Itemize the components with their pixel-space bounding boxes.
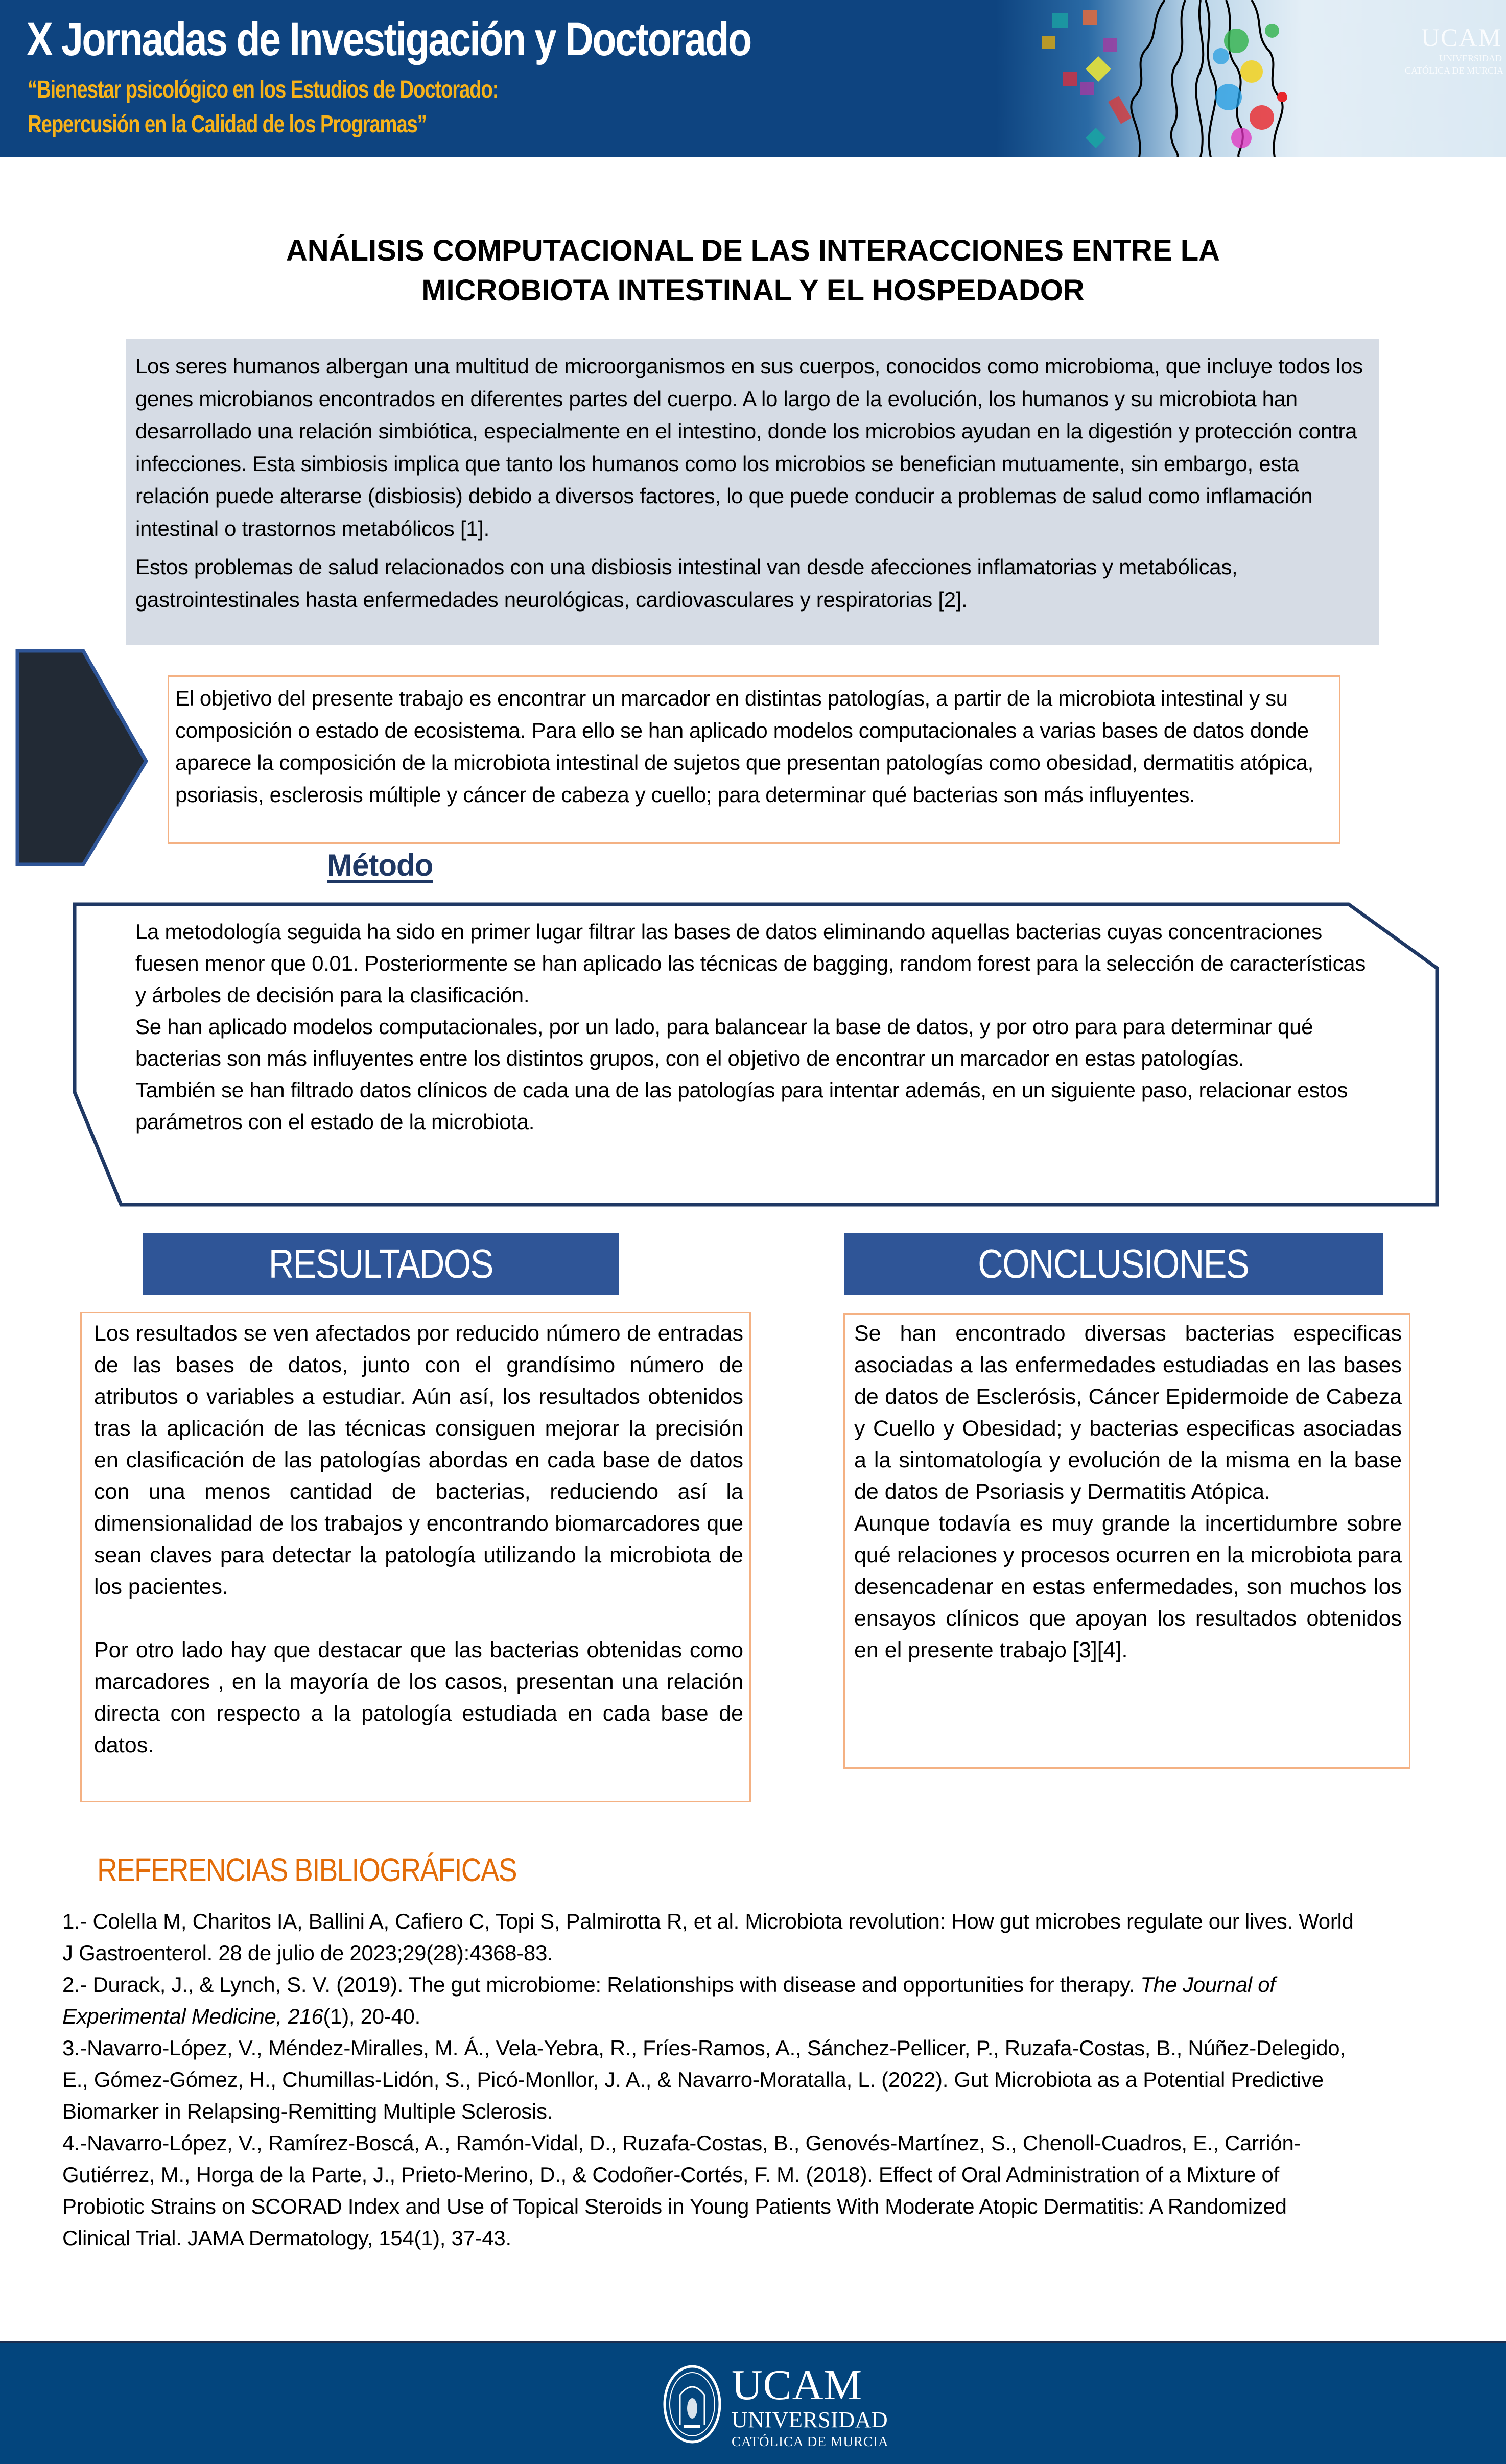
method-paragraph-1: La metodología seguida ha sido en primer lugar filtrar las bases de datos eliminando aquellas bacterias cuyas concentraciones fuesen menor que 0.01. Posteriormente se han aplicado las técnicas de bagging, random forest para la selección de características y árboles de decisión para la clasificación. [135,920,1366,1007]
reference-item: 1.- Colella M, Charitos IA, Ballini A, Cafiero C, Topi S, Palmirotta R, et al. Microbiota revolution: How gut microbes regulate our lives. World J Gastroenterol. 28 de julio de 2023;29(28):4368-83. [62,1909,1354,1965]
method-heading: Método [327,848,433,882]
pentagon-arrow-icon [14,648,152,867]
intro-paragraph-1: Los seres humanos albergan una multitud de microorganismos en sus cuerpos, conocidos como microbioma, que incluye todos los genes microbianos encontrados en diferentes partes del cuerpo. A lo largo de la evolución, los humanos y su microbiota han desarrollado una relación simbiótica, especialmente en el intestino, donde los microbios ayudan en la digestión y protección contra infecciones. Esta simbiosis implica que tanto los humanos como los microbios se benefician mutuamente, sin embargo, esta relación puede alterarse (disbiosis) debido a diversos factores, lo que puede conducir a problemas de salud como inflamación intestinal o trastornos metabólicos [1]. [135,354,1363,541]
reference-item: 3.-Navarro-López, V., Méndez-Miralles, M. Á., Vela-Yebra, R., Fríes-Ramos, A., Sánchez-Pellicer, P., Ruzafa-Costas, B., Núñez-Delegido, E., Gómez-Gómez, H., Chumillas-Lidón, S., Picó-Monllor, J. A., & Navarro-Moratalla, L. (2022). Gut Microbiota as a Potential Predictive Biomarker in Relapsing-Remitting Multiple Sclerosis. [62,2036,1346,2123]
conclusions-paragraph-1: Se han encontrado diversas bacterias especificas asociadas a las enfermedades estudiadas en las bases de datos de Esclerósis, Cáncer Epidermoide de Cabeza y Cuello y Obesidad; y bacterias especificas asociadas a la sintomatología y evolución de la misma en la base de datos de Psoriasis y Dermatitis Atópica. [854,1321,1402,1504]
method-box [135,916,1372,1138]
results-paragraph-1: Los resultados se ven afectados por reducido número de entradas de las bases de datos, junto con el grandísimo número de atributos o variables a estudiar. Aún así, los resultados obtenidos tras la aplicación de las técnicas consiguen mejorar la precisión en clasificación de las patologías abordas en cada base de datos con una menos cantidad de bacterias, reduciendo así la dimensionalidad de los trabajos y encontrando biomarcadores que sean claves para detectar la patología utilizando la microbiota de los pacientes. [94,1321,743,1599]
university-seal-icon [662,2363,723,2445]
event-title: X Jornadas de Investigación y Doctorado [27,13,751,65]
objective-box: El objetivo del presente trabajo es encontrar un marcador en distintas patologías, a partir de la microbiota intestinal y su composición o estado de ecosistema. Para ello se han aplicado modelos computacionales a varias bases de datos donde aparece la composición de la microbiota intestinal de sujetos que presentan patologías como obesidad, dermatitis atópica, psoriasis, esclerosis múltiple y cáncer de cabeza y cuello; para determinar qué bacterias son más influyentes. [168,675,1340,844]
paper-title-line2: MICROBIOTA INTESTINAL Y EL HOSPEDADOR [421,274,1085,307]
header-banner [0,0,1506,157]
references-list [62,1906,1360,2254]
conclusions-heading: CONCLUSIONES [844,1233,1383,1295]
paper-title [153,231,1353,311]
brain-illustration [996,0,1506,157]
ucam-logo: UCAM UNIVERSIDAD CATÓLICA DE MURCIA [732,2361,889,2449]
reference-item: 4.-Navarro-López, V., Ramírez-Boscá, A., Ramón-Vidal, D., Ruzafa-Costas, B., Genovés-Martínez, S., Chenoll-Cuadros, E., Carrión-Gutiérrez, M., Horga de la Parte, J., Prieto-Merino, D., & Codoñer-Cortés, F. M. (2018). Effect of Oral Administration of a Mixture of Probiotic Strains on SCORAD Index and Use of Topical Steroids in Young Patients With Moderate Atopic Dermatitis: A Randomized Clinical Trial. JAMA Dermatology, 154(1), 37-43. [62,2131,1301,2250]
reference-item: 2.- Durack, J., & Lynch, S. V. (2019). The gut microbiome: Relationships with disease and opportunities for therapy. The Journal of Experimental Medicine, 216(1), 20-40. [62,1973,1276,2028]
event-subtitle-line2: Repercusión en la Calidad de los Programas” [28,111,427,138]
event-subtitle-line1: “Bienestar psicológico en los Estudios de Doctorado: [28,76,499,103]
intro-paragraph-2: Estos problemas de salud relacionados con una disbiosis intestinal van desde afecciones inflamatorias y metabólicas, gastrointestinales hasta enfermedades neurológicas, cardiovasculares y respiratorias [2]. [135,555,1238,612]
footer-banner [0,2341,1506,2464]
results-heading: RESULTADOS [143,1233,619,1295]
conclusions-box [843,1313,1410,1769]
results-paragraph-2: Por otro lado hay que destacar que las bacterias obtenidas como marcadores , en la mayoría de los casos, presentan una relación directa con respecto a la patología estudiada en cada base de datos. [94,1638,743,1757]
introduction-box [126,339,1379,645]
references-heading: REFERENCIAS BIBLIOGRÁFICAS [97,1851,516,1888]
conclusions-paragraph-2: Aunque todavía es muy grande la incertidumbre sobre qué relaciones y procesos ocurren en la microbiota para desencadenar en estas enfermedades, son muchos los ensayos clínicos que apoyan los resultados obtenidos en el presente trabajo [3][4]. [854,1511,1402,1662]
method-paragraph-3: También se han filtrado datos clínicos de cada una de las patologías para intentar además, en un siguiente paso, relacionar estos parámetros con el estado de la microbiota. [135,1078,1348,1134]
results-box [80,1312,751,1802]
header-ucam-logo: UCAM UNIVERSIDAD CATÓLICA DE MURCIA [1405,23,1504,76]
method-paragraph-2: Se han aplicado modelos computacionales, por un lado, para balancear la base de datos, y por otro para para determinar qué bacterias son más influyentes entre los distintos grupos, con el objetivo de encontrar un marcador en estas patologías. [135,1015,1313,1070]
paper-title-line1: ANÁLISIS COMPUTACIONAL DE LAS INTERACCIONES ENTRE LA [286,234,1220,267]
